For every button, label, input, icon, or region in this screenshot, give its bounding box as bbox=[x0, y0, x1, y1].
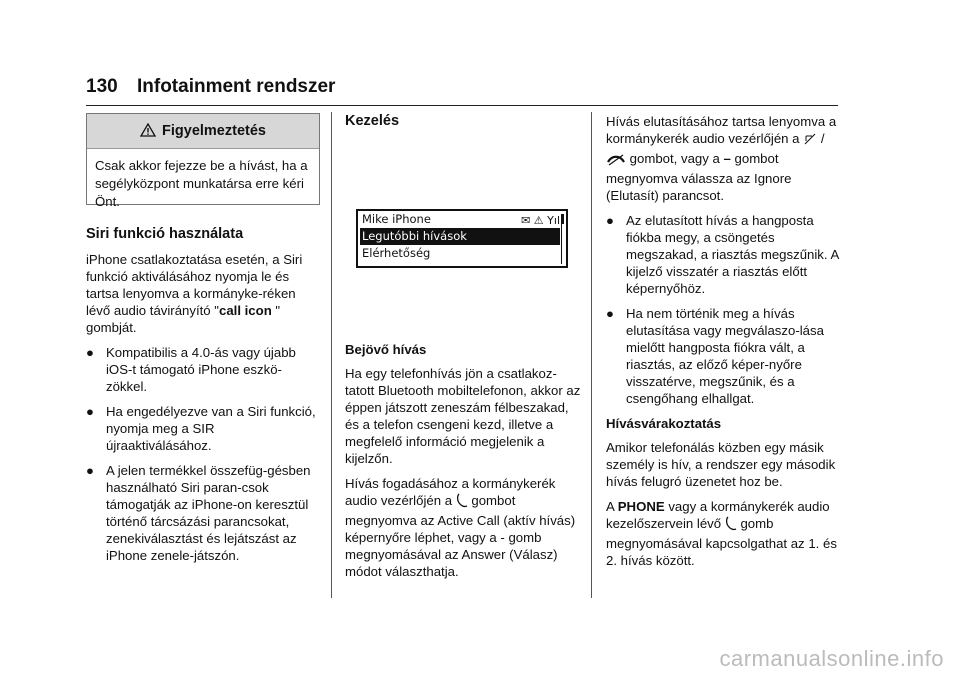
list-item bbox=[606, 212, 844, 297]
reject-text-a: Hívás elutasításához tartsa lenyomva a kormánykerék audio vezérlőjén a bbox=[606, 114, 837, 146]
chapter-title: Infotainment rendszer bbox=[136, 76, 336, 97]
answer-text-b: gombot megnyomva az Active Call (aktív hívás) képernyőre léphet, vagy a - gomb megnyomásával az Answer (Válasz) módot választhatja. bbox=[345, 493, 576, 579]
column-divider-2 bbox=[591, 112, 592, 598]
bullet-icon: ● bbox=[86, 463, 94, 478]
warning-text: Csak akkor fejezze be a hívást, ha a segélyközpont munkatársa erre kéri Önt. bbox=[95, 158, 308, 209]
bullet-icon: ● bbox=[86, 404, 94, 419]
column-divider-1 bbox=[331, 112, 332, 598]
bullet-icon: ● bbox=[606, 213, 614, 228]
list-item bbox=[86, 462, 322, 564]
kezeles-heading: Kezelés bbox=[345, 113, 400, 129]
switch-text-c: gomb megnyomásával kapcsolgathat az 1. és 2. hívás között. bbox=[606, 516, 837, 568]
screen-scrollbar bbox=[561, 214, 565, 264]
screen-title-row bbox=[358, 211, 566, 228]
reject-text-c: gombot, vagy a bbox=[629, 151, 720, 166]
siri-intro bbox=[86, 251, 322, 336]
column-1 bbox=[86, 226, 322, 572]
answer-text-a: Hívás fogadásához a kormánykerék audio vezérlőjén a bbox=[345, 476, 556, 508]
warning-title: Figyelmeztetés bbox=[162, 123, 266, 139]
bullet-text: Ha nem történik meg a hívás elutasítása vagy megválaszo-lása mielőtt hangposta fiókra vált, a riasztás, az előző képer-nyőre visszatérve, megszűnik, és a csengőhang elhallgat. bbox=[626, 306, 824, 406]
switch-text-b: vagy a kormánykerék audio kezelőszervein lévő bbox=[606, 499, 830, 531]
answer-paragraph bbox=[345, 475, 581, 580]
screen-status-icons: ✉ ⚠ Yıl bbox=[521, 214, 560, 227]
hang-up-icon bbox=[606, 153, 626, 170]
bullet-icon: ● bbox=[606, 306, 614, 321]
bullet-text: Ha engedélyezve van a Siri funkció, nyomja meg a SIR újraaktiválásához. bbox=[106, 404, 316, 453]
warning-box bbox=[86, 113, 320, 209]
siri-intro-text: iPhone csatlakoztatása esetén, a Siri funkció aktiválásához nyomja le és tartsa lenyomva a kormányke-réken lévő audio távirányító " bbox=[86, 252, 303, 318]
phone-display-screen bbox=[356, 209, 568, 268]
page-header bbox=[86, 76, 335, 98]
column-2 bbox=[345, 341, 581, 588]
call-waiting-paragraph: Amikor telefonálás közben egy másik személy is hív, a rendszer egy második hívás felugró üzenetet hoz be. bbox=[606, 440, 836, 489]
page-number: 130 bbox=[86, 76, 118, 97]
reject-slash: / bbox=[820, 131, 825, 146]
column-3 bbox=[606, 113, 844, 577]
list-item bbox=[606, 305, 844, 407]
warning-header bbox=[87, 114, 319, 149]
siri-heading: Siri funkció használata bbox=[86, 226, 244, 242]
call-waiting-heading: Hívásvárakoztatás bbox=[606, 416, 722, 431]
screen-menu-item: Elérhetőség bbox=[362, 246, 431, 260]
phone-handset-icon bbox=[456, 493, 468, 512]
bullet-icon: ● bbox=[86, 345, 94, 360]
list-item bbox=[86, 344, 322, 395]
switch-call-paragraph bbox=[606, 498, 844, 569]
incoming-call-heading: Bejövő hívás bbox=[345, 342, 427, 357]
reject-text-d: gombot megnyomva válassza az Ignore (Elutasít) parancsot. bbox=[606, 151, 792, 203]
bullet-text: Az elutasított hívás a hangposta fiókba megy, a csöngetés megszakad, a riasztás megszűnik. A kijelző visszatér a riasztás előtt képernyőhöz. bbox=[626, 213, 839, 296]
siri-intro-end: " gombját. bbox=[86, 303, 281, 335]
incoming-call-paragraph: Ha egy telefonhívás jön a csatlakoz-tatott Bluetooth mobiltelefonon, akkor az éppen játszott zeneszám félbeszakad, és a telefon csengeni kezd, illetve a megfelelő információ megjelenik a kijelzőn. bbox=[345, 366, 581, 466]
bullet-text: Kompatibilis a 4.0-ás vagy újabb iOS-t támogató iPhone eszkö-zökkel. bbox=[106, 345, 296, 394]
list-item bbox=[86, 403, 322, 454]
screen-device-name: Mike iPhone bbox=[362, 212, 431, 226]
phone-button-label: PHONE bbox=[617, 499, 665, 514]
header-rule bbox=[86, 105, 838, 106]
screen-menu-item-selected: Legutóbbi hívások bbox=[360, 228, 560, 245]
watermark: carmanualsonline.info bbox=[719, 646, 944, 671]
mute-icon bbox=[803, 132, 817, 150]
minus-button-glyph: – bbox=[723, 151, 731, 166]
reject-paragraph bbox=[606, 113, 844, 204]
switch-text-a: A bbox=[606, 499, 615, 514]
column-2-top bbox=[345, 113, 581, 130]
phone-handset-icon bbox=[725, 516, 737, 535]
warning-triangle-icon bbox=[140, 123, 156, 140]
call-icon-label: call icon bbox=[218, 303, 272, 318]
bullet-text: A jelen termékkel összefüg-gésben használható Siri paran-csok támogatják az iPhone-on keresztül történő tárcsázási parancsokat, zenekiválasztást és lejátszást az iPhone zenele-játszón. bbox=[106, 463, 311, 563]
